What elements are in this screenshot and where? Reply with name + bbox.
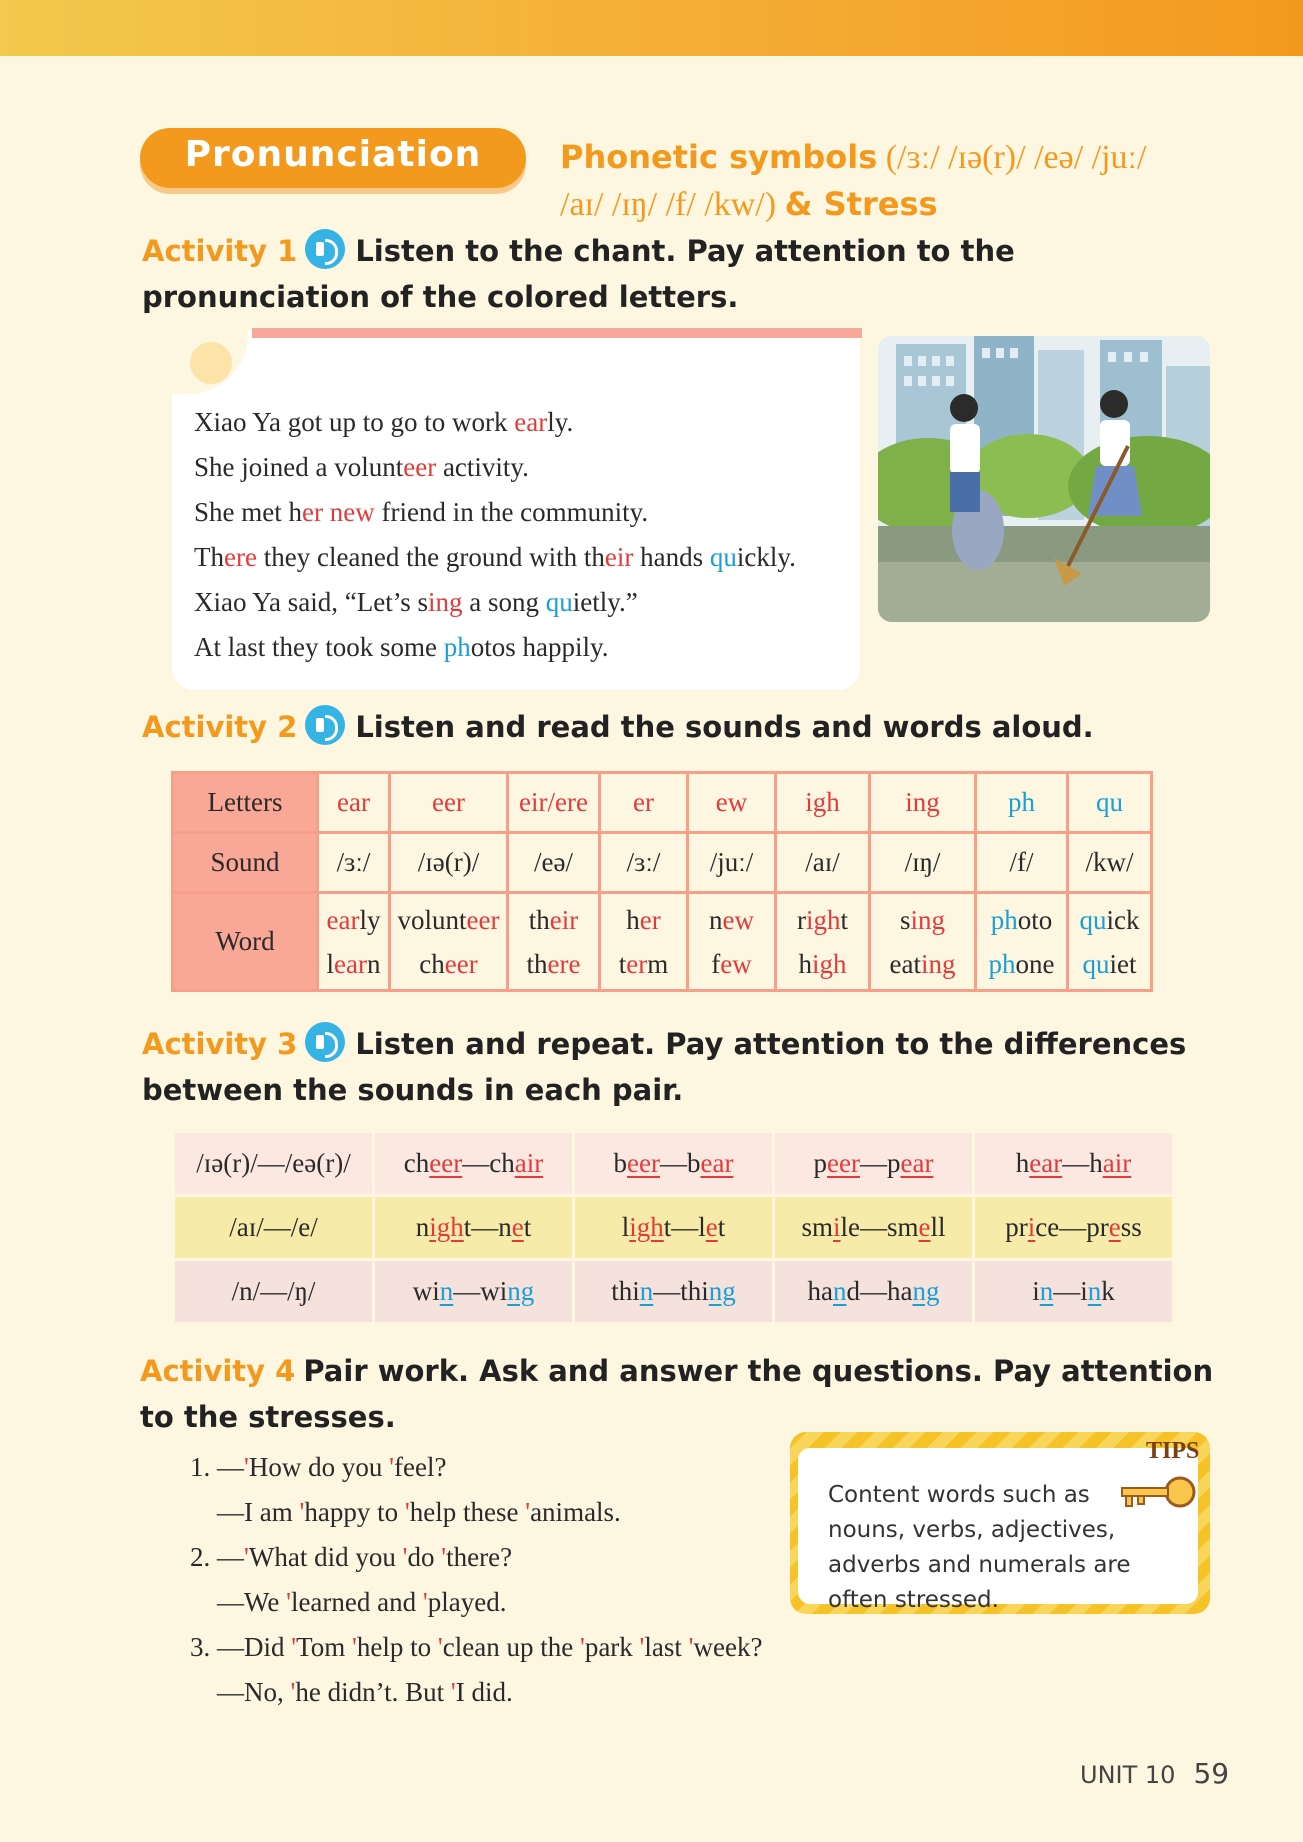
- word-cell: [776, 893, 870, 991]
- word-cell: [508, 893, 600, 991]
- word-fragment: eir: [549, 904, 579, 935]
- chant-fragment: qu: [709, 542, 737, 572]
- pair-fragment: ha: [807, 1276, 833, 1306]
- word-pair: [974, 1196, 1174, 1260]
- tips-label: TIPS: [1146, 1438, 1200, 1464]
- chant-fragment: [323, 497, 330, 527]
- word-fragment: ph: [990, 904, 1018, 935]
- word-fragment: iet: [1109, 948, 1137, 979]
- sound-cell: /f/: [976, 833, 1068, 893]
- word-cell: [1068, 893, 1152, 991]
- word-fragment: m: [647, 948, 669, 979]
- word: [391, 898, 506, 942]
- row-header: Letters: [173, 773, 318, 833]
- row-header: Word: [173, 893, 318, 991]
- sound-cell: /juː/: [688, 833, 776, 893]
- word-fragment: ew: [720, 948, 752, 979]
- pair-fragment: t—n: [463, 1212, 512, 1242]
- dialogue-fragment: —We: [190, 1587, 287, 1617]
- chant-fragment: qu: [545, 587, 573, 617]
- table-row: [173, 833, 1152, 893]
- chant-fragment: Xiao Ya said, “Let’s s: [194, 587, 428, 617]
- word-fragment: ear: [334, 948, 367, 979]
- pair-fragment: air: [514, 1148, 544, 1178]
- dialogue-fragment: ': [441, 1542, 447, 1572]
- chant-line: [194, 535, 796, 580]
- word-fragment: r: [796, 904, 806, 935]
- chant-text: [194, 400, 796, 670]
- pair-fragment: n: [639, 1276, 654, 1306]
- dialogue-line: [190, 1670, 763, 1715]
- sound-cell: /ɜː/: [600, 833, 688, 893]
- pair-row: [174, 1196, 1174, 1260]
- pair-row-header: /ɪə(r)/—/eə(r)/: [174, 1132, 374, 1196]
- chant-fragment: ietly.”: [572, 587, 638, 617]
- word-fragment: s: [899, 904, 911, 935]
- dialogue-fragment: feel?: [394, 1452, 447, 1482]
- word-cell: [600, 893, 688, 991]
- word: [977, 898, 1066, 942]
- dialogue-fragment: 3. —Did: [190, 1632, 292, 1662]
- pair-fragment: t: [523, 1212, 532, 1242]
- word: [871, 898, 974, 942]
- word-cell: [870, 893, 976, 991]
- word-pair: [374, 1260, 574, 1324]
- pair-fragment: b: [613, 1148, 628, 1178]
- word-fragment: f: [711, 948, 721, 979]
- pair-fragment: —wi: [453, 1276, 508, 1306]
- word: [509, 898, 598, 942]
- dialogue-fragment: ': [299, 1497, 305, 1527]
- page-footer: [1080, 1757, 1229, 1790]
- pair-fragment: ear: [900, 1148, 934, 1178]
- page-number: 59: [1193, 1757, 1230, 1790]
- dialogue-fragment: ': [688, 1632, 694, 1662]
- pair-fragment: n: [1039, 1276, 1054, 1306]
- dialogue-fragment: —No,: [190, 1677, 291, 1707]
- word-fragment: volunt: [397, 904, 467, 935]
- word-fragment: er: [639, 904, 661, 935]
- activity-4-instruction: Pair work. Ask and answer the questions. Pay attention to the stresses.: [140, 1354, 1214, 1434]
- pair-fragment: e: [1108, 1212, 1121, 1242]
- chant-card-strip: [252, 328, 862, 338]
- volunteers-cleaning-illustration: [878, 336, 1210, 622]
- pair-fragment: eer: [827, 1148, 860, 1178]
- word-pair: [574, 1260, 774, 1324]
- word-fragment: ing: [920, 948, 956, 979]
- word: [319, 898, 388, 942]
- top-banner: [0, 0, 1303, 56]
- section-tag: [140, 128, 526, 188]
- letters-text: ph: [1008, 787, 1035, 817]
- dialogue-fragment: ': [244, 1542, 249, 1572]
- pair-fragment: t—l: [663, 1212, 706, 1242]
- dialogue-fragment: —I am: [190, 1497, 300, 1527]
- pair-fragment: sm: [801, 1212, 833, 1242]
- word-fragment: eer: [466, 904, 500, 935]
- word: [689, 942, 774, 986]
- dialogue-fragment: ': [437, 1632, 443, 1662]
- word-fragment: n: [709, 904, 723, 935]
- pair-fragment: wi: [412, 1276, 440, 1306]
- sound-pairs-table: [172, 1130, 1175, 1325]
- chant-fragment: er: [302, 497, 323, 527]
- word-fragment: h: [626, 904, 640, 935]
- word-pair: [774, 1196, 974, 1260]
- word: [977, 942, 1066, 986]
- sound-cell: /kw/: [1068, 833, 1152, 893]
- word-fragment: ick: [1106, 904, 1140, 935]
- dialogue-fragment: ': [291, 1632, 297, 1662]
- chant-fragment: otos happily.: [470, 632, 609, 662]
- word-fragment: ch: [419, 948, 445, 979]
- pair-fragment: —b: [660, 1148, 701, 1178]
- title-stress: & Stress: [784, 185, 938, 223]
- word-fragment: igh: [805, 904, 841, 935]
- word-pair: [774, 1132, 974, 1196]
- pair-row: [174, 1260, 1174, 1324]
- word: [319, 942, 388, 986]
- word: [777, 942, 868, 986]
- pair-fragment: ch: [403, 1148, 430, 1178]
- word-pair: [974, 1132, 1174, 1196]
- chant-fragment: ph: [443, 632, 471, 662]
- pair-fragment: e: [705, 1212, 718, 1242]
- chant-fragment: hands: [633, 542, 710, 572]
- pair-fragment: e: [511, 1212, 524, 1242]
- word-cell: [390, 893, 508, 991]
- letters-cell: [1068, 773, 1152, 833]
- tips-text: Content words such as nouns, verbs, adjectives, adverbs and numerals are often stressed.: [828, 1482, 1131, 1613]
- word: [689, 898, 774, 942]
- dialogue-fragment: park: [584, 1632, 640, 1662]
- sound-cell: /eə/: [508, 833, 600, 893]
- letters-cell: [600, 773, 688, 833]
- pair-fragment: —p: [860, 1148, 901, 1178]
- dialogue-fragment: last: [644, 1632, 689, 1662]
- table-row: [173, 893, 1152, 991]
- pair-fragment: —h: [1062, 1148, 1103, 1178]
- dialogue-fragment: played.: [427, 1587, 507, 1617]
- dialogue-line: [190, 1625, 763, 1670]
- word: [1069, 898, 1150, 942]
- speaker-icon[interactable]: [305, 705, 345, 745]
- title-symbols-2: /aɪ/ /ɪŋ/ /f/ /kw/): [560, 186, 777, 223]
- pair-fragment: igh: [629, 1212, 664, 1242]
- chant-fragment: a song: [462, 587, 546, 617]
- word: [601, 898, 686, 942]
- activity-2-heading: [142, 704, 1222, 750]
- pair-fragment: —i: [1053, 1276, 1088, 1306]
- dialogue-line: [190, 1490, 763, 1535]
- word: [601, 942, 686, 986]
- dialogue-fragment: ': [579, 1632, 585, 1662]
- pair-fragment: —ch: [462, 1148, 515, 1178]
- pair-fragment: p: [813, 1148, 828, 1178]
- sound-cell: /ɪŋ/: [870, 833, 976, 893]
- word-pair: [974, 1260, 1174, 1324]
- letters-text: igh: [805, 787, 840, 817]
- dialogue-fragment: learned and: [290, 1587, 423, 1617]
- activity-3-instruction: Listen and repeat. Pay attention to the differences between the sounds in each pair.: [142, 1027, 1187, 1107]
- pair-fragment: ear: [700, 1148, 734, 1178]
- dialogue-line: [190, 1445, 763, 1490]
- pair-fragment: eer: [627, 1148, 660, 1178]
- word-fragment: h: [798, 948, 812, 979]
- dialogue-fragment: I did.: [455, 1677, 513, 1707]
- word-cell: [318, 893, 390, 991]
- chant-fragment: eer: [403, 452, 437, 482]
- dialogue-fragment: ': [639, 1632, 645, 1662]
- activity-2-instruction: Listen and read the sounds and words aloud.: [355, 710, 1094, 744]
- word-cell: [976, 893, 1068, 991]
- word-fragment: ew: [722, 904, 754, 935]
- pair-fragment: air: [1102, 1148, 1132, 1178]
- pair-fragment: n: [1087, 1276, 1102, 1306]
- activity-1-heading: [142, 228, 1222, 320]
- word-fragment: qu: [1082, 948, 1110, 979]
- letters-cell: [688, 773, 776, 833]
- circle-decoration: [190, 342, 232, 384]
- dialogue-fragment: ': [286, 1587, 291, 1617]
- word-fragment: oto: [1017, 904, 1053, 935]
- pair-fragment: ng: [507, 1276, 535, 1306]
- chant-fragment: At last they took some: [194, 632, 444, 662]
- chant-fragment: Th: [194, 542, 224, 572]
- word-pair: [374, 1132, 574, 1196]
- pair-fragment: ce—pr: [1035, 1212, 1109, 1242]
- chant-fragment: ere: [224, 542, 257, 572]
- pair-fragment: t: [717, 1212, 726, 1242]
- pair-fragment: i: [1032, 1276, 1040, 1306]
- dialogue-line: [190, 1580, 763, 1625]
- word-fragment: qu: [1079, 904, 1107, 935]
- pair-fragment: n: [415, 1212, 430, 1242]
- dialogue-fragment: ': [290, 1677, 296, 1707]
- chant-fragment: ly.: [547, 407, 574, 437]
- word-fragment: igh: [811, 948, 847, 979]
- pair-fragment: d—ha: [846, 1276, 913, 1306]
- chant-fragment: new: [329, 497, 375, 527]
- letters-cell: [776, 773, 870, 833]
- dialogue-fragment: ': [422, 1587, 428, 1617]
- chant-fragment: ear: [514, 407, 548, 437]
- word-fragment: one: [1015, 948, 1055, 979]
- dialogue-fragment: he didn’t. But: [295, 1677, 451, 1707]
- chant-line: [194, 580, 796, 625]
- section-tag-label: Pronunciation: [184, 134, 482, 175]
- chant-fragment: activity.: [436, 452, 529, 482]
- title-main: Phonetic symbols: [560, 138, 878, 176]
- pair-fragment: ng: [912, 1276, 940, 1306]
- dialogue-fragment: ': [389, 1452, 394, 1482]
- unit-label: UNIT 10: [1080, 1761, 1176, 1789]
- dialogue-fragment: week?: [693, 1632, 763, 1662]
- word: [1069, 942, 1150, 986]
- chant-line: [194, 625, 796, 670]
- pair-fragment: igh: [429, 1212, 464, 1242]
- dialogue-fragment: ': [402, 1542, 408, 1572]
- word-pair: [574, 1132, 774, 1196]
- word: [777, 898, 868, 942]
- chant-fragment: ing: [427, 587, 463, 617]
- letters-cell: [318, 773, 390, 833]
- sounds-table: [171, 771, 1153, 992]
- word: [391, 942, 506, 986]
- chant-fragment: Xiao Ya got up to go to work: [194, 407, 515, 437]
- pair-fragment: —thi: [653, 1276, 709, 1306]
- pair-fragment: thi: [611, 1276, 640, 1306]
- speaker-icon[interactable]: [305, 229, 345, 269]
- letters-text: eer: [432, 787, 465, 817]
- pair-fragment: i: [1027, 1212, 1036, 1242]
- pair-fragment: pr: [1005, 1212, 1028, 1242]
- chant-fragment: friend in the community.: [374, 497, 649, 527]
- activity-1-label: Activity 1: [142, 234, 298, 268]
- letters-text: er: [633, 787, 654, 817]
- letters-text: eir/ere: [519, 787, 588, 817]
- word-fragment: eat: [889, 948, 921, 979]
- word-fragment: er: [626, 948, 648, 979]
- key-icon: [1118, 1468, 1198, 1518]
- chant-fragment: She joined a volunt: [194, 452, 404, 482]
- pair-fragment: l: [621, 1212, 630, 1242]
- word-fragment: ph: [988, 948, 1016, 979]
- row-header: Sound: [173, 833, 318, 893]
- dialogue-fragment: 1. —: [190, 1452, 244, 1482]
- pair-fragment: h: [1015, 1148, 1030, 1178]
- dialogue-list: [190, 1445, 763, 1715]
- dialogue-fragment: What did you: [248, 1542, 403, 1572]
- word-fragment: eer: [444, 948, 478, 979]
- activity-3-heading: [142, 1021, 1222, 1113]
- pair-fragment: i: [833, 1212, 841, 1242]
- letters-text: qu: [1096, 787, 1123, 817]
- word: [509, 942, 598, 986]
- dialogue-fragment: happy to: [304, 1497, 405, 1527]
- dialogue-fragment: do: [407, 1542, 442, 1572]
- activity-4-heading: [140, 1348, 1220, 1440]
- activity-1-instruction: Listen to the chant. Pay attention to the pronunciation of the colored letters.: [142, 234, 1015, 314]
- dialogue-fragment: there?: [446, 1542, 513, 1572]
- letters-cell: [870, 773, 976, 833]
- chant-line: [194, 445, 796, 490]
- chant-fragment: She met h: [194, 497, 302, 527]
- activity-2-label: Activity 2: [142, 710, 298, 744]
- word-fragment: ear: [326, 904, 360, 935]
- dialogue-fragment: Tom: [296, 1632, 352, 1662]
- word-fragment: t: [618, 948, 627, 979]
- letters-cell: [508, 773, 600, 833]
- chant-fragment: ickly.: [736, 542, 796, 572]
- pair-row-header: /aɪ/—/e/: [174, 1196, 374, 1260]
- table-row: [173, 773, 1152, 833]
- pair-fragment: eer: [429, 1148, 463, 1178]
- word-pair: [374, 1196, 574, 1260]
- sound-cell: /ɪə(r)/: [390, 833, 508, 893]
- word-pair: [774, 1260, 974, 1324]
- sound-cell: /aɪ/: [776, 833, 870, 893]
- dialogue-fragment: ': [351, 1632, 357, 1662]
- dialogue-fragment: ': [525, 1497, 531, 1527]
- word-fragment: ing: [910, 904, 946, 935]
- dialogue-fragment: clean up the: [442, 1632, 580, 1662]
- word-fragment: l: [326, 948, 335, 979]
- word-fragment: t: [840, 904, 849, 935]
- word-fragment: th: [528, 904, 550, 935]
- tips-box: [790, 1432, 1210, 1614]
- dialogue-fragment: ': [404, 1497, 410, 1527]
- pair-fragment: e: [918, 1212, 931, 1242]
- chant-line: [194, 400, 796, 445]
- dialogue-line: [190, 1535, 763, 1580]
- chant-fragment: eir: [604, 542, 634, 572]
- dialogue-fragment: How do you: [248, 1452, 390, 1482]
- chant-fragment: they cleaned the ground with th: [256, 542, 605, 572]
- dialogue-fragment: ': [450, 1677, 456, 1707]
- pair-fragment: n: [439, 1276, 454, 1306]
- pair-fragment: ll: [930, 1212, 946, 1242]
- pair-fragment: n: [833, 1276, 847, 1306]
- pair-fragment: ss: [1120, 1212, 1142, 1242]
- speaker-icon[interactable]: [305, 1022, 345, 1062]
- dialogue-fragment: help to: [356, 1632, 438, 1662]
- section-title: [560, 134, 1200, 228]
- dialogue-fragment: ': [244, 1452, 249, 1482]
- word-cell: [688, 893, 776, 991]
- dialogue-fragment: help these: [409, 1497, 526, 1527]
- activity-3-label: Activity 3: [142, 1027, 298, 1061]
- activity-4-label: Activity 4: [140, 1354, 296, 1388]
- letters-cell: [390, 773, 508, 833]
- dialogue-fragment: animals.: [530, 1497, 621, 1527]
- letters-text: ing: [905, 787, 940, 817]
- chant-line: [194, 490, 796, 535]
- dialogue-fragment: 2. —: [190, 1542, 244, 1572]
- letters-text: ear: [337, 787, 370, 817]
- pair-fragment: k: [1101, 1276, 1115, 1306]
- word-pair: [574, 1196, 774, 1260]
- letters-text: ew: [715, 787, 748, 817]
- pair-fragment: ng: [708, 1276, 736, 1306]
- pair-row-header: /n/—/ŋ/: [174, 1260, 374, 1324]
- word-fragment: ere: [547, 948, 581, 979]
- letters-cell: [976, 773, 1068, 833]
- title-symbols-1: (/ɜː/ /ɪə(r)/ /eə/ /juː/: [885, 139, 1147, 176]
- word-fragment: ly: [359, 904, 381, 935]
- word: [871, 942, 974, 986]
- pair-row: [174, 1132, 1174, 1196]
- pair-fragment: le—sm: [840, 1212, 919, 1242]
- pair-fragment: ear: [1029, 1148, 1063, 1178]
- word-fragment: n: [366, 948, 381, 979]
- word-fragment: th: [526, 948, 548, 979]
- sound-cell: /ɜː/: [318, 833, 390, 893]
